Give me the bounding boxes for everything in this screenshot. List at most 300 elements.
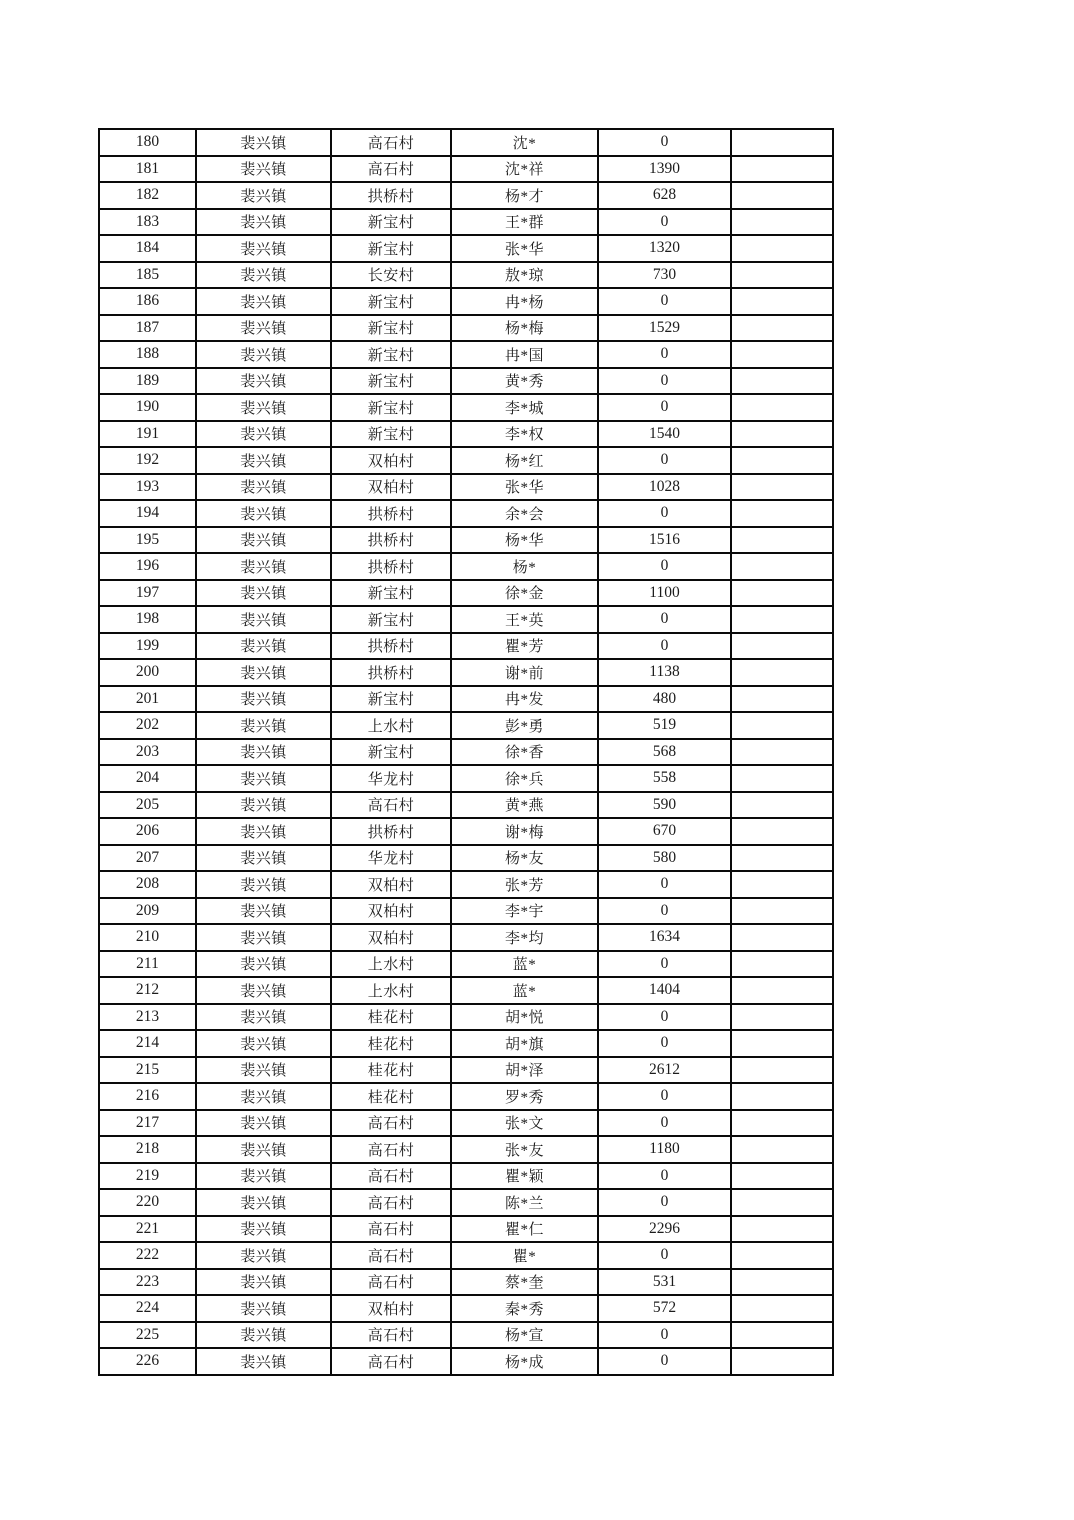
table-row (99, 1110, 833, 1137)
cell-amount: 580 (598, 845, 731, 872)
cell-person-name: 蓝* (451, 951, 598, 978)
cell-row-number: 186 (99, 288, 196, 315)
table-row (99, 1295, 833, 1322)
cell-amount: 1404 (598, 977, 731, 1004)
table-row (99, 951, 833, 978)
cell-row-number: 192 (99, 447, 196, 474)
cell-person-name: 李*城 (451, 394, 598, 421)
cell-blank (731, 765, 833, 792)
cell-amount: 0 (598, 1163, 731, 1190)
cell-village: 拱桥村 (331, 553, 451, 580)
cell-row-number: 183 (99, 209, 196, 236)
table-row (99, 765, 833, 792)
cell-blank (731, 553, 833, 580)
cell-blank (731, 129, 833, 156)
cell-person-name: 李*权 (451, 421, 598, 448)
cell-village: 拱桥村 (331, 500, 451, 527)
cell-blank (731, 1348, 833, 1375)
cell-person-name: 冉*国 (451, 341, 598, 368)
cell-village: 高石村 (331, 1163, 451, 1190)
cell-person-name: 黄*秀 (451, 368, 598, 395)
table-row (99, 1057, 833, 1084)
cell-amount: 1138 (598, 659, 731, 686)
table-body (99, 129, 833, 1375)
cell-person-name: 秦*秀 (451, 1295, 598, 1322)
cell-amount: 1529 (598, 315, 731, 342)
cell-village: 桂花村 (331, 1057, 451, 1084)
cell-blank (731, 368, 833, 395)
cell-blank (731, 1189, 833, 1216)
cell-amount: 1180 (598, 1136, 731, 1163)
table-row (99, 315, 833, 342)
cell-amount: 670 (598, 818, 731, 845)
cell-blank (731, 1110, 833, 1137)
cell-person-name: 杨*宣 (451, 1322, 598, 1349)
cell-amount: 0 (598, 394, 731, 421)
table-row (99, 394, 833, 421)
cell-village: 新宝村 (331, 209, 451, 236)
cell-amount: 0 (598, 1322, 731, 1349)
cell-amount: 568 (598, 739, 731, 766)
table-row (99, 1189, 833, 1216)
cell-row-number: 216 (99, 1083, 196, 1110)
cell-row-number: 184 (99, 235, 196, 262)
cell-blank (731, 818, 833, 845)
cell-person-name: 张*文 (451, 1110, 598, 1137)
table-row (99, 500, 833, 527)
cell-row-number: 200 (99, 659, 196, 686)
cell-town: 裴兴镇 (196, 500, 331, 527)
cell-person-name: 杨*红 (451, 447, 598, 474)
cell-town: 裴兴镇 (196, 1110, 331, 1137)
table-row (99, 262, 833, 289)
cell-row-number: 224 (99, 1295, 196, 1322)
cell-village: 桂花村 (331, 1083, 451, 1110)
cell-town: 裴兴镇 (196, 1295, 331, 1322)
cell-amount: 1028 (598, 474, 731, 501)
cell-town: 裴兴镇 (196, 792, 331, 819)
cell-person-name: 王*英 (451, 606, 598, 633)
table-row (99, 845, 833, 872)
cell-person-name: 徐*兵 (451, 765, 598, 792)
cell-town: 裴兴镇 (196, 209, 331, 236)
cell-amount: 0 (598, 1004, 731, 1031)
cell-village: 高石村 (331, 129, 451, 156)
cell-amount: 0 (598, 288, 731, 315)
cell-village: 上水村 (331, 951, 451, 978)
cell-person-name: 谢*梅 (451, 818, 598, 845)
cell-blank (731, 712, 833, 739)
cell-amount: 519 (598, 712, 731, 739)
cell-blank (731, 686, 833, 713)
cell-amount: 0 (598, 633, 731, 660)
table-row (99, 712, 833, 739)
cell-blank (731, 1216, 833, 1243)
cell-amount: 0 (598, 1083, 731, 1110)
cell-row-number: 208 (99, 871, 196, 898)
cell-town: 裴兴镇 (196, 1269, 331, 1296)
cell-person-name: 杨*才 (451, 182, 598, 209)
cell-person-name: 陈*兰 (451, 1189, 598, 1216)
cell-row-number: 187 (99, 315, 196, 342)
cell-person-name: 杨* (451, 553, 598, 580)
cell-row-number: 180 (99, 129, 196, 156)
cell-person-name: 张*华 (451, 235, 598, 262)
table-row (99, 924, 833, 951)
cell-amount: 0 (598, 500, 731, 527)
cell-village: 新宝村 (331, 394, 451, 421)
cell-row-number: 199 (99, 633, 196, 660)
cell-town: 裴兴镇 (196, 1348, 331, 1375)
cell-row-number: 209 (99, 898, 196, 925)
cell-person-name: 彭*勇 (451, 712, 598, 739)
cell-person-name: 瞿*仁 (451, 1216, 598, 1243)
cell-town: 裴兴镇 (196, 633, 331, 660)
table-row (99, 606, 833, 633)
cell-blank (731, 394, 833, 421)
cell-blank (731, 156, 833, 183)
cell-amount: 0 (598, 368, 731, 395)
cell-amount: 0 (598, 341, 731, 368)
cell-blank (731, 527, 833, 554)
cell-town: 裴兴镇 (196, 871, 331, 898)
cell-row-number: 219 (99, 1163, 196, 1190)
cell-amount: 2296 (598, 1216, 731, 1243)
table-row (99, 1242, 833, 1269)
table-row (99, 977, 833, 1004)
cell-town: 裴兴镇 (196, 1163, 331, 1190)
cell-amount: 480 (598, 686, 731, 713)
table-row (99, 341, 833, 368)
cell-town: 裴兴镇 (196, 474, 331, 501)
cell-town: 裴兴镇 (196, 421, 331, 448)
table-row (99, 1216, 833, 1243)
cell-village: 双柏村 (331, 447, 451, 474)
cell-row-number: 207 (99, 845, 196, 872)
table-row (99, 1322, 833, 1349)
table-row (99, 1030, 833, 1057)
cell-town: 裴兴镇 (196, 182, 331, 209)
cell-town: 裴兴镇 (196, 1242, 331, 1269)
cell-amount: 1320 (598, 235, 731, 262)
cell-town: 裴兴镇 (196, 1136, 331, 1163)
cell-person-name: 蔡*奎 (451, 1269, 598, 1296)
cell-town: 裴兴镇 (196, 129, 331, 156)
cell-row-number: 181 (99, 156, 196, 183)
cell-amount: 558 (598, 765, 731, 792)
cell-village: 高石村 (331, 1242, 451, 1269)
cell-amount: 0 (598, 1348, 731, 1375)
cell-person-name: 徐*香 (451, 739, 598, 766)
cell-amount: 1100 (598, 580, 731, 607)
cell-row-number: 214 (99, 1030, 196, 1057)
cell-person-name: 张*友 (451, 1136, 598, 1163)
cell-row-number: 197 (99, 580, 196, 607)
cell-town: 裴兴镇 (196, 924, 331, 951)
table-row (99, 1083, 833, 1110)
cell-town: 裴兴镇 (196, 394, 331, 421)
table-row (99, 156, 833, 183)
cell-amount: 0 (598, 1030, 731, 1057)
cell-row-number: 206 (99, 818, 196, 845)
cell-amount: 0 (598, 129, 731, 156)
cell-town: 裴兴镇 (196, 527, 331, 554)
cell-town: 裴兴镇 (196, 845, 331, 872)
cell-village: 长安村 (331, 262, 451, 289)
cell-village: 高石村 (331, 1348, 451, 1375)
cell-row-number: 182 (99, 182, 196, 209)
cell-row-number: 202 (99, 712, 196, 739)
cell-row-number: 203 (99, 739, 196, 766)
cell-amount: 0 (598, 1242, 731, 1269)
cell-blank (731, 1295, 833, 1322)
table-row (99, 129, 833, 156)
cell-person-name: 杨*成 (451, 1348, 598, 1375)
cell-row-number: 225 (99, 1322, 196, 1349)
cell-person-name: 胡*泽 (451, 1057, 598, 1084)
cell-person-name: 瞿* (451, 1242, 598, 1269)
cell-village: 新宝村 (331, 288, 451, 315)
cell-blank (731, 580, 833, 607)
cell-village: 双柏村 (331, 898, 451, 925)
cell-row-number: 195 (99, 527, 196, 554)
cell-row-number: 193 (99, 474, 196, 501)
cell-amount: 0 (598, 951, 731, 978)
cell-amount: 0 (598, 898, 731, 925)
cell-village: 高石村 (331, 1189, 451, 1216)
cell-row-number: 210 (99, 924, 196, 951)
cell-village: 拱桥村 (331, 633, 451, 660)
table-row (99, 182, 833, 209)
cell-town: 裴兴镇 (196, 686, 331, 713)
cell-village: 拱桥村 (331, 659, 451, 686)
cell-row-number: 198 (99, 606, 196, 633)
cell-row-number: 218 (99, 1136, 196, 1163)
cell-blank (731, 739, 833, 766)
cell-town: 裴兴镇 (196, 235, 331, 262)
table-row (99, 659, 833, 686)
cell-village: 高石村 (331, 792, 451, 819)
cell-town: 裴兴镇 (196, 898, 331, 925)
cell-person-name: 张*华 (451, 474, 598, 501)
table-row (99, 447, 833, 474)
cell-amount: 572 (598, 1295, 731, 1322)
cell-row-number: 196 (99, 553, 196, 580)
cell-village: 新宝村 (331, 235, 451, 262)
cell-town: 裴兴镇 (196, 606, 331, 633)
cell-blank (731, 209, 833, 236)
cell-row-number: 223 (99, 1269, 196, 1296)
table-row (99, 633, 833, 660)
cell-row-number: 220 (99, 1189, 196, 1216)
cell-blank (731, 871, 833, 898)
cell-person-name: 李*均 (451, 924, 598, 951)
cell-blank (731, 1242, 833, 1269)
cell-village: 高石村 (331, 156, 451, 183)
cell-blank (731, 977, 833, 1004)
cell-row-number: 185 (99, 262, 196, 289)
cell-town: 裴兴镇 (196, 712, 331, 739)
cell-amount: 0 (598, 209, 731, 236)
cell-person-name: 胡*旗 (451, 1030, 598, 1057)
cell-village: 双柏村 (331, 474, 451, 501)
cell-person-name: 罗*秀 (451, 1083, 598, 1110)
table-row (99, 686, 833, 713)
cell-village: 华龙村 (331, 845, 451, 872)
cell-person-name: 沈*祥 (451, 156, 598, 183)
table-row (99, 553, 833, 580)
cell-town: 裴兴镇 (196, 262, 331, 289)
cell-blank (731, 898, 833, 925)
cell-person-name: 沈* (451, 129, 598, 156)
table-row (99, 1269, 833, 1296)
cell-person-name: 黄*燕 (451, 792, 598, 819)
cell-row-number: 226 (99, 1348, 196, 1375)
table-row (99, 1163, 833, 1190)
table-row (99, 421, 833, 448)
cell-town: 裴兴镇 (196, 1083, 331, 1110)
cell-row-number: 194 (99, 500, 196, 527)
cell-amount: 1540 (598, 421, 731, 448)
cell-amount: 1634 (598, 924, 731, 951)
cell-village: 高石村 (331, 1110, 451, 1137)
cell-row-number: 190 (99, 394, 196, 421)
cell-row-number: 189 (99, 368, 196, 395)
cell-town: 裴兴镇 (196, 1216, 331, 1243)
table-row (99, 1136, 833, 1163)
table-row (99, 580, 833, 607)
cell-person-name: 杨*梅 (451, 315, 598, 342)
cell-blank (731, 951, 833, 978)
cell-village: 新宝村 (331, 739, 451, 766)
table-row (99, 1004, 833, 1031)
cell-town: 裴兴镇 (196, 553, 331, 580)
cell-town: 裴兴镇 (196, 739, 331, 766)
cell-village: 桂花村 (331, 1004, 451, 1031)
cell-village: 华龙村 (331, 765, 451, 792)
cell-amount: 2612 (598, 1057, 731, 1084)
cell-amount: 0 (598, 871, 731, 898)
cell-blank (731, 924, 833, 951)
cell-person-name: 敖*琼 (451, 262, 598, 289)
cell-town: 裴兴镇 (196, 951, 331, 978)
cell-row-number: 222 (99, 1242, 196, 1269)
table-row (99, 209, 833, 236)
table-row (99, 739, 833, 766)
cell-person-name: 余*会 (451, 500, 598, 527)
cell-village: 新宝村 (331, 580, 451, 607)
cell-person-name: 蓝* (451, 977, 598, 1004)
cell-town: 裴兴镇 (196, 765, 331, 792)
cell-village: 桂花村 (331, 1030, 451, 1057)
cell-blank (731, 1163, 833, 1190)
cell-person-name: 胡*悦 (451, 1004, 598, 1031)
table-row (99, 288, 833, 315)
cell-village: 新宝村 (331, 421, 451, 448)
cell-row-number: 204 (99, 765, 196, 792)
cell-village: 新宝村 (331, 368, 451, 395)
cell-village: 高石村 (331, 1136, 451, 1163)
cell-village: 高石村 (331, 1269, 451, 1296)
cell-blank (731, 792, 833, 819)
cell-blank (731, 1057, 833, 1084)
cell-person-name: 冉*杨 (451, 288, 598, 315)
cell-town: 裴兴镇 (196, 1057, 331, 1084)
cell-person-name: 瞿*芳 (451, 633, 598, 660)
cell-amount: 1516 (598, 527, 731, 554)
cell-amount: 0 (598, 1189, 731, 1216)
cell-blank (731, 1083, 833, 1110)
cell-village: 双柏村 (331, 924, 451, 951)
cell-amount: 0 (598, 447, 731, 474)
cell-amount: 1390 (598, 156, 731, 183)
cell-town: 裴兴镇 (196, 156, 331, 183)
cell-person-name: 杨*友 (451, 845, 598, 872)
cell-village: 拱桥村 (331, 527, 451, 554)
table-row (99, 898, 833, 925)
cell-blank (731, 288, 833, 315)
cell-person-name: 瞿*颖 (451, 1163, 598, 1190)
table-row (99, 474, 833, 501)
cell-town: 裴兴镇 (196, 447, 331, 474)
cell-blank (731, 1030, 833, 1057)
cell-blank (731, 447, 833, 474)
cell-town: 裴兴镇 (196, 341, 331, 368)
cell-town: 裴兴镇 (196, 580, 331, 607)
table-row (99, 871, 833, 898)
cell-row-number: 212 (99, 977, 196, 1004)
data-table (98, 128, 834, 1376)
cell-village: 新宝村 (331, 315, 451, 342)
table-row (99, 368, 833, 395)
cell-blank (731, 1004, 833, 1031)
cell-amount: 0 (598, 606, 731, 633)
cell-village: 双柏村 (331, 1295, 451, 1322)
cell-town: 裴兴镇 (196, 315, 331, 342)
cell-village: 新宝村 (331, 686, 451, 713)
cell-village: 高石村 (331, 1216, 451, 1243)
cell-blank (731, 341, 833, 368)
cell-blank (731, 1269, 833, 1296)
cell-town: 裴兴镇 (196, 368, 331, 395)
cell-blank (731, 262, 833, 289)
cell-town: 裴兴镇 (196, 1189, 331, 1216)
cell-village: 拱桥村 (331, 182, 451, 209)
table-row (99, 1348, 833, 1375)
cell-town: 裴兴镇 (196, 1004, 331, 1031)
cell-village: 上水村 (331, 977, 451, 1004)
cell-blank (731, 1136, 833, 1163)
cell-person-name: 杨*华 (451, 527, 598, 554)
cell-row-number: 201 (99, 686, 196, 713)
cell-blank (731, 845, 833, 872)
cell-blank (731, 235, 833, 262)
cell-town: 裴兴镇 (196, 288, 331, 315)
cell-blank (731, 421, 833, 448)
cell-row-number: 217 (99, 1110, 196, 1137)
cell-row-number: 191 (99, 421, 196, 448)
cell-village: 高石村 (331, 1322, 451, 1349)
cell-amount: 0 (598, 553, 731, 580)
cell-person-name: 冉*发 (451, 686, 598, 713)
cell-amount: 531 (598, 1269, 731, 1296)
cell-person-name: 谢*前 (451, 659, 598, 686)
cell-blank (731, 500, 833, 527)
cell-person-name: 徐*金 (451, 580, 598, 607)
cell-amount: 590 (598, 792, 731, 819)
cell-town: 裴兴镇 (196, 1322, 331, 1349)
cell-person-name: 张*芳 (451, 871, 598, 898)
